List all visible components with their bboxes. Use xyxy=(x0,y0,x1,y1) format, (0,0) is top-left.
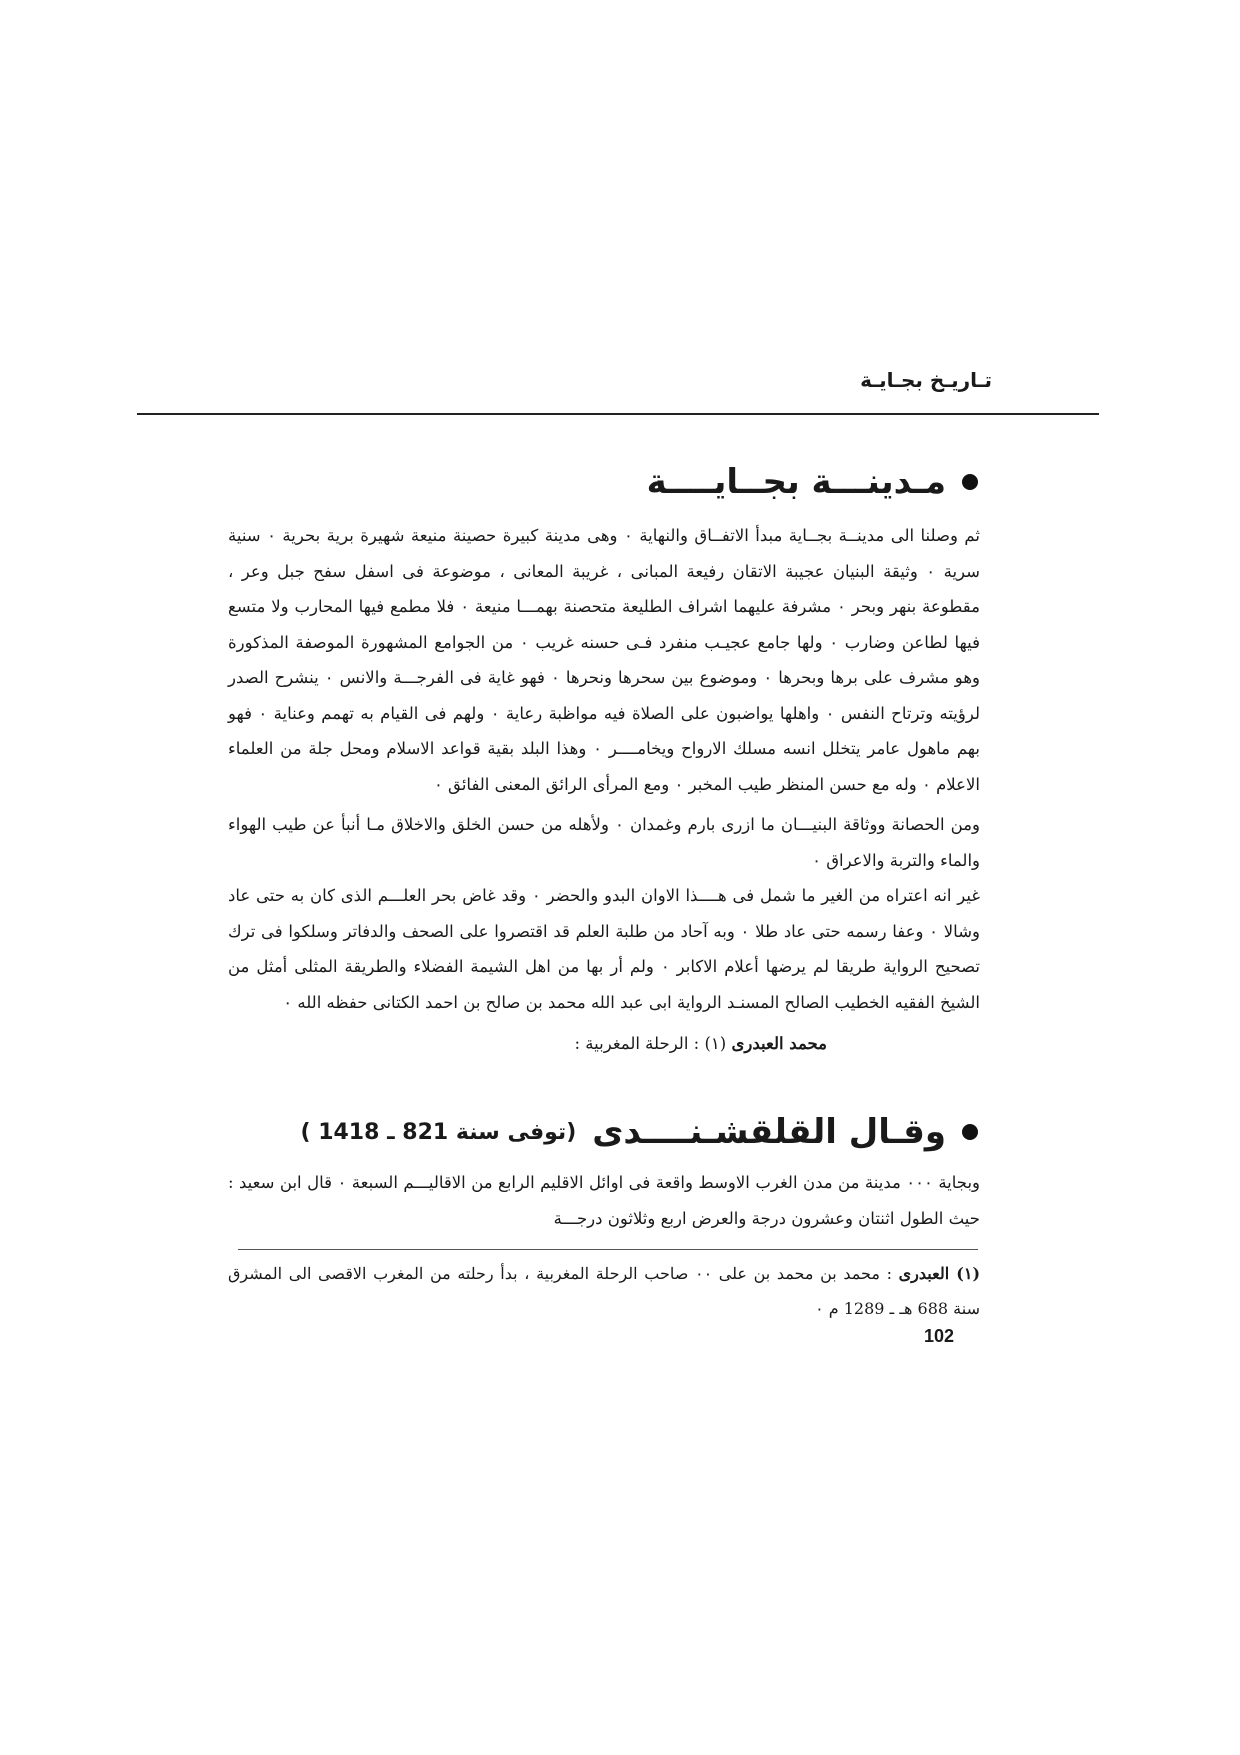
paragraph-2: ومن الحصانة ووثاقة البنيـــان ما ازرى بارم وغمدان ٠ ولأهله من حسن الخلق والاخلاق مـا أنبأ عن طيب الهواء والماء والتربة والاعراق ٠ xyxy=(228,815,980,870)
paragraph-1: ثم وصلنا الى مدينــة بجــاية مبدأ الاتفــاق والنهاية ٠ وهى مدينة كبيرة حصينة منيعة شهيرة برية بحرية ٠ سنية سرية ٠ وثيقة البنيان عجيبة الاتقان رفيعة المبانى ، غريبة المعانى ، موضوعة فى اسفل سفح جبل وعر ، مقطوعة بنهر وبحر ٠ مشرفة عليهما اشراف الطليعة متحصنة بهمـــا منيعة ٠ فلا مطمع فيها المحارب ولا متسع فيها لطاعن وضارب ٠ ولها جامع عجيـب منفرد فـى حسنه غريب ٠ من الجوامع المشهورة الموصفة المذكورة وهو مشرف على برها وبحرها ٠ وموضوع بين سحرها ونحرها ٠ فهو غاية فى الفرجـــة والانس ٠ ينشرح الصدر لرؤيته وترتاح النفس ٠ واهلها يواضبون على الصلاة فيه مواظبة رعاية ٠ ولهم فى القيام به تهمم وعناية ٠ فهو بهم ماهول عامر يتخلل انسه مسلك الارواح ويخامــــر ٠ وهذا البلد بقية قواعد الاسلام ومحل جلة من العلماء الاعلام ٠ وله مع حسن المنظر طيب المخبر ٠ ومع المرأى الرائق المعنى الفائق ٠ xyxy=(228,526,981,794)
footnote-text: : محمد بن محمد بن على ٠٠ صاحب الرحلة المغربية ، بدأ رحلته من المغرب الاقصى الى المشرق سنة 688 هـ ـ 1289 م ٠ xyxy=(228,1264,980,1318)
footnote-label: (١) العبدرى xyxy=(898,1264,981,1283)
section-title-qalqashandi xyxy=(300,1112,978,1152)
page-number: 102 xyxy=(924,1326,955,1346)
footnote xyxy=(228,1256,980,1326)
header-rule xyxy=(137,413,1099,415)
bullet-icon xyxy=(962,474,978,490)
citation-source: (١) : الرحلة المغربية : xyxy=(574,1034,732,1053)
paragraph-4: وبجاية ٠٠٠ مدينة من مدن الغرب الاوسط واقعة فى اوائل الاقليم الرابع من الاقاليـــم السبعة ٠ قال ابن سعيد : حيث الطول اثنتان وعشرون درجة والعرض اربع وثلاثون درجـــة xyxy=(228,1173,981,1228)
running-header: تـاريـخ بجـايـة xyxy=(860,368,992,392)
bullet-icon xyxy=(962,1124,978,1140)
citation-author: محمد العبدرى xyxy=(731,1034,827,1053)
section-title-text: مـدينـــة بجــايــــة xyxy=(646,462,946,502)
citation xyxy=(575,1034,828,1053)
footnote-rule xyxy=(238,1249,978,1250)
paragraph-3: غير انه اعتراه من الغير ما شمل فى هــــذا الاوان البدو والحضر ٠ وقد غاض بحر العلـــم الذى كان به حتى عاد وشالا ٠ وعفا رسمه حتى عاد طلا ٠ وبه آحاد من طلبة العلم قد اقتصروا على الصحف والدفاتر وسلكوا فى ترك تصحيح الرواية طريقا لم يرضها أعلام الاكابر ٠ ولم أر بها من اهل الشيمة الفضلاء والطريقة المثلى أمثل من الشيخ الفقيه الخطيب الصالح المسنـد الرواية ابى عبد الله محمد بن صالح بن احمد الكتانى حفظه الله ٠ xyxy=(228,886,980,1012)
section-title-text: وقـال القلقشـنــــدى xyxy=(592,1112,946,1152)
section-subtitle: (توفى سنة 821 ـ 1418 ) xyxy=(300,1119,577,1145)
section-title-bejaia xyxy=(647,462,978,502)
